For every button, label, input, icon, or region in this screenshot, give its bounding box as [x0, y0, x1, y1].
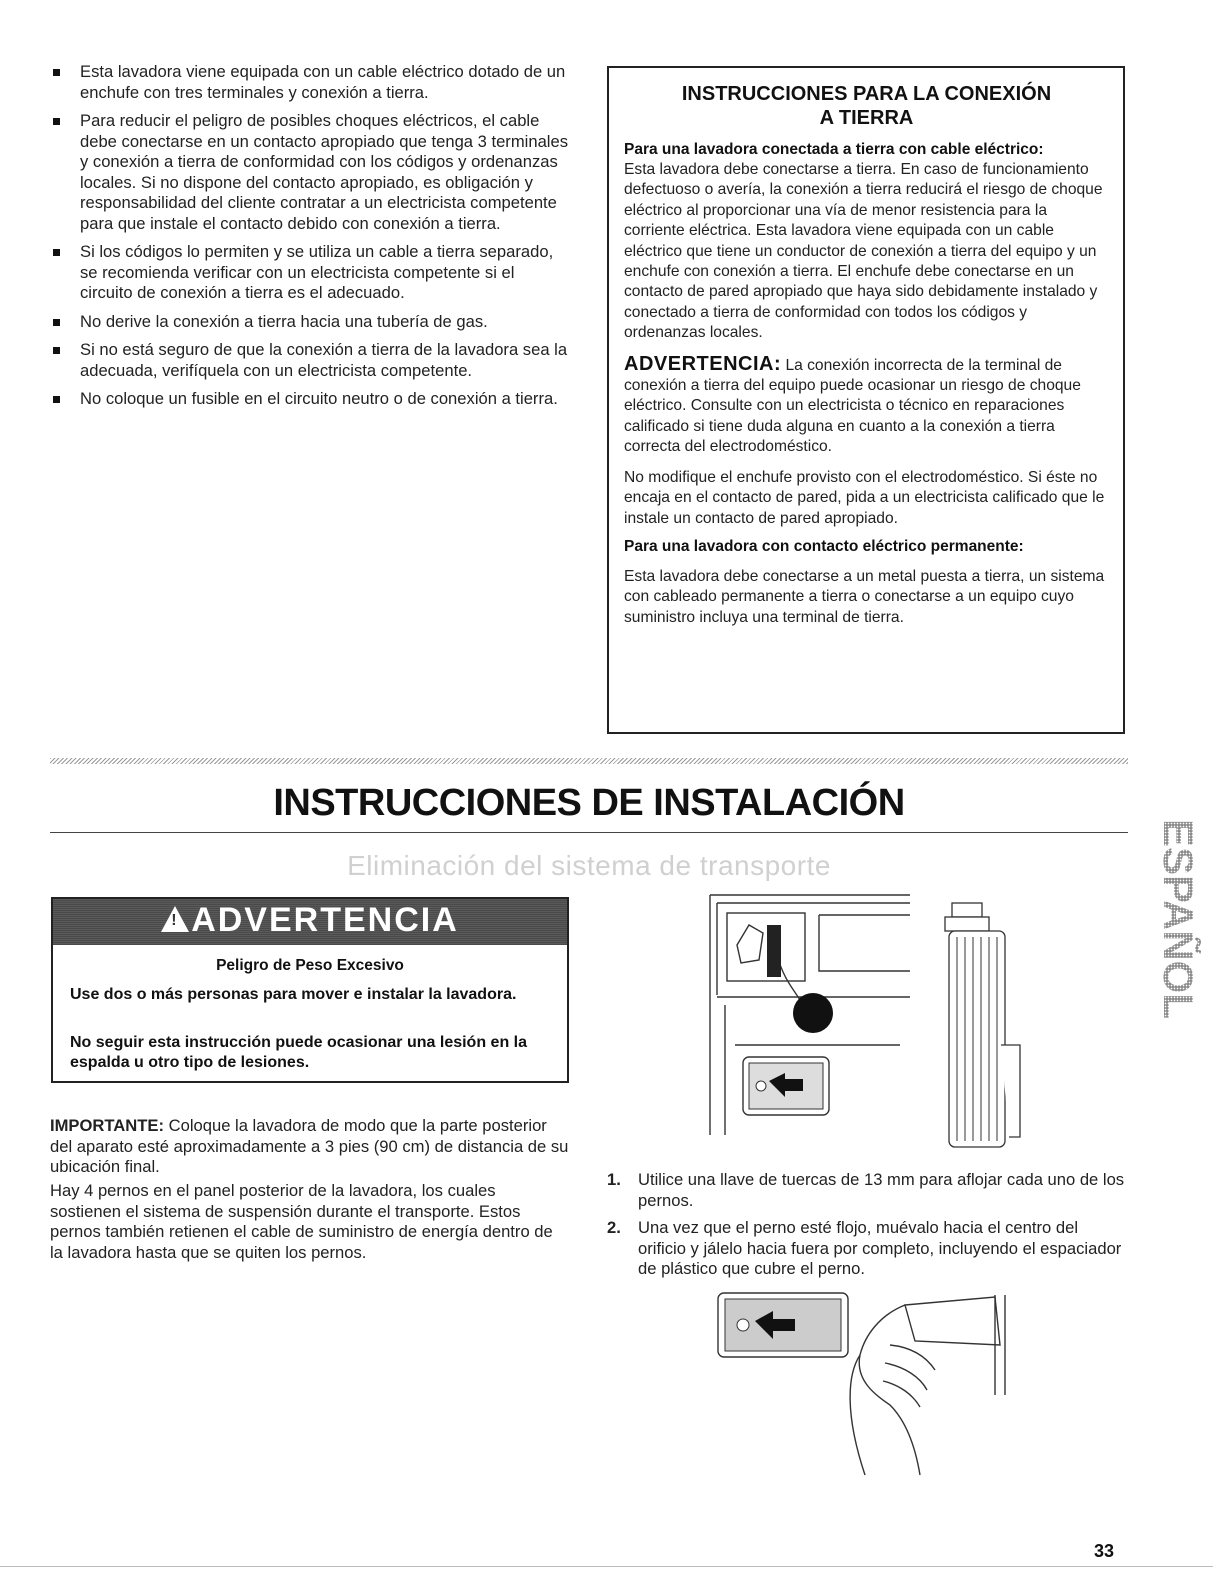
- bullet-text: No coloque un fusible en el circuito neutro o de conexión a tierra.: [80, 389, 558, 408]
- bottom-rule: [0, 1566, 1213, 1567]
- warning-text: La conexión incorrecta de la terminal de conexión a tierra del equipo puede ocasionar un riesgo de choque eléctrico. Consulte con un electricista o técnico en reparaciones calificado si tiene duda alguna en cuanto a la conexión a tierra correcta del electrodoméstico.: [624, 356, 1081, 456]
- side-tab-label: ESPAÑOL: [1155, 819, 1202, 1019]
- safety-bullet-list: [50, 62, 570, 418]
- bolts-text: Hay 4 pernos en el panel posterior de la lavadora, los cuales sostienen el sistema de suspensión durante el transporte. Estos pernos también retienen el cable de suministro de energía dentro de la lavadora hasta que se quiten los pernos.: [50, 1181, 553, 1262]
- bullet-square-icon: [53, 319, 60, 326]
- list-item: [607, 1170, 1127, 1211]
- grounding-title-line1: INSTRUCCIONES PARA LA CONEXIÓN: [681, 83, 1052, 105]
- warning-instruction: Use dos o más personas para mover e instalar la lavadora.: [70, 986, 517, 1003]
- bullet-text: No derive la conexión a tierra hacia una tubería de gas.: [80, 311, 488, 331]
- list-item: [50, 312, 570, 333]
- important-note: [50, 1116, 570, 1178]
- corded-text: Esta lavadora debe conectarse a tierra. En caso de funcionamiento defectuoso o avería, la conexión a tierra reducirá el riesgo de choque eléctrico al proporcionar una vía de menor resistencia para la corriente eléctrica. Esta lavadora viene equipada con un cable eléctrico que tiene un conductor de conexión a tierra del equipo y un enchufe con conexión a tierra. El enchufe debe conectarse en un contacto de pared apropiado que haya sido debidamente instalado y conectado a tierra de conformidad con todos los códigos y ordenanzas locales.: [624, 161, 1103, 342]
- warning-label: ADVERTENCIA:: [624, 352, 782, 375]
- bullet-square-icon: [53, 249, 60, 256]
- warning-triangle-icon: [161, 906, 189, 932]
- page-title: INSTRUCCIONES DE INSTALACIÓN: [273, 782, 905, 824]
- language-side-tab: [1150, 815, 1202, 1065]
- important-label: IMPORTANTE:: [50, 1116, 164, 1135]
- section-divider: [50, 758, 1128, 764]
- step-number: 1.: [607, 1170, 621, 1189]
- list-item: [50, 62, 570, 103]
- bullet-text: Si no está seguro de que la conexión a tierra de la lavadora sea la adecuada, verifíquela con un electricista competente.: [80, 340, 568, 380]
- bullet-square-icon: [53, 347, 60, 354]
- bullet-text: Si los códigos lo permiten y se utiliza un cable a tierra separado, se recomienda verificar con un electricista competente si el circuito de conexión a tierra es el adecuado.: [80, 242, 554, 302]
- step-number: 2.: [607, 1218, 621, 1237]
- title-rule: [50, 832, 1128, 833]
- grounding-instructions-box: [607, 66, 1125, 734]
- bullet-square-icon: [53, 118, 60, 125]
- permanent-text: Esta lavadora debe conectarse a un metal puesta a tierra, un sistema con cableado permanente a tierra o conectarse a un equipo cuyo suministro incluya una terminal de tierra.: [624, 567, 1105, 626]
- removal-steps: [607, 1170, 1127, 1287]
- bullet-square-icon: [53, 396, 60, 403]
- plug-text: No modifique el enchufe provisto con el electrodoméstico. Si éste no encaja en el contacto de pared, pida a un electricista calificado que le instale un contacto de pared apropiado.: [624, 468, 1105, 527]
- list-item: [50, 242, 570, 304]
- list-item: [607, 1218, 1127, 1280]
- list-item: [50, 389, 570, 410]
- rear-panel-bolt-illustration: [705, 885, 1035, 1160]
- grounding-warning: [624, 354, 1109, 458]
- corded-heading: Para una lavadora conectada a tierra con cable eléctrico:: [624, 141, 1044, 158]
- important-text: Coloque la lavadora de modo que la parte posterior del aparato esté aproximadamente a 3 pies (90 cm) de distancia de su ubicación final.: [50, 1116, 569, 1176]
- bullet-text: Para reducir el peligro de posibles choques eléctricos, el cable debe conectarse en un contacto apropiado que tenga 3 terminales y conexión a tierra de conformidad con los códigos y ordenanzas locales. Si no dispone del contacto apropiado, es obligación y responsabilidad del cliente contratar a un electricista competente para que instale el contacto debido con conexión a tierra.: [80, 111, 569, 233]
- bullet-square-icon: [53, 69, 60, 76]
- page-number: 33: [1094, 1541, 1115, 1561]
- permanent-heading: Para una lavadora con contacto eléctrico permanente:: [624, 537, 1024, 555]
- grounding-title-line2: A TIERRA: [819, 107, 914, 129]
- step-text: Una vez que el perno esté flojo, muévalo hacia el centro del orificio y jálelo hacia fuera por completo, incluyendo el espaciador de plástico que cubre el perno.: [638, 1218, 1122, 1278]
- list-item: [50, 340, 570, 381]
- weight-warning-box: [51, 897, 569, 1083]
- step-text: Utilice una llave de tuercas de 13 mm para aflojar cada uno de los pernos.: [638, 1170, 1125, 1210]
- warning-consequence: No seguir esta instrucción puede ocasionar una lesión en la espalda u otro tipo de lesiones.: [70, 1034, 528, 1071]
- warning-banner-label: ADVERTENCIA: [191, 901, 459, 939]
- section-subtitle: Eliminación del sistema de transporte: [347, 850, 831, 881]
- bullet-text: Esta lavadora viene equipada con un cable eléctrico dotado de un enchufe con tres terminales y conexión a tierra.: [80, 62, 566, 102]
- hazard-title: Peligro de Peso Excesivo: [216, 957, 404, 974]
- list-item: [50, 111, 570, 234]
- hand-removing-bolt-illustration: [715, 1285, 1035, 1480]
- warning-banner-title: [53, 901, 567, 940]
- grounding-title: [624, 82, 1109, 130]
